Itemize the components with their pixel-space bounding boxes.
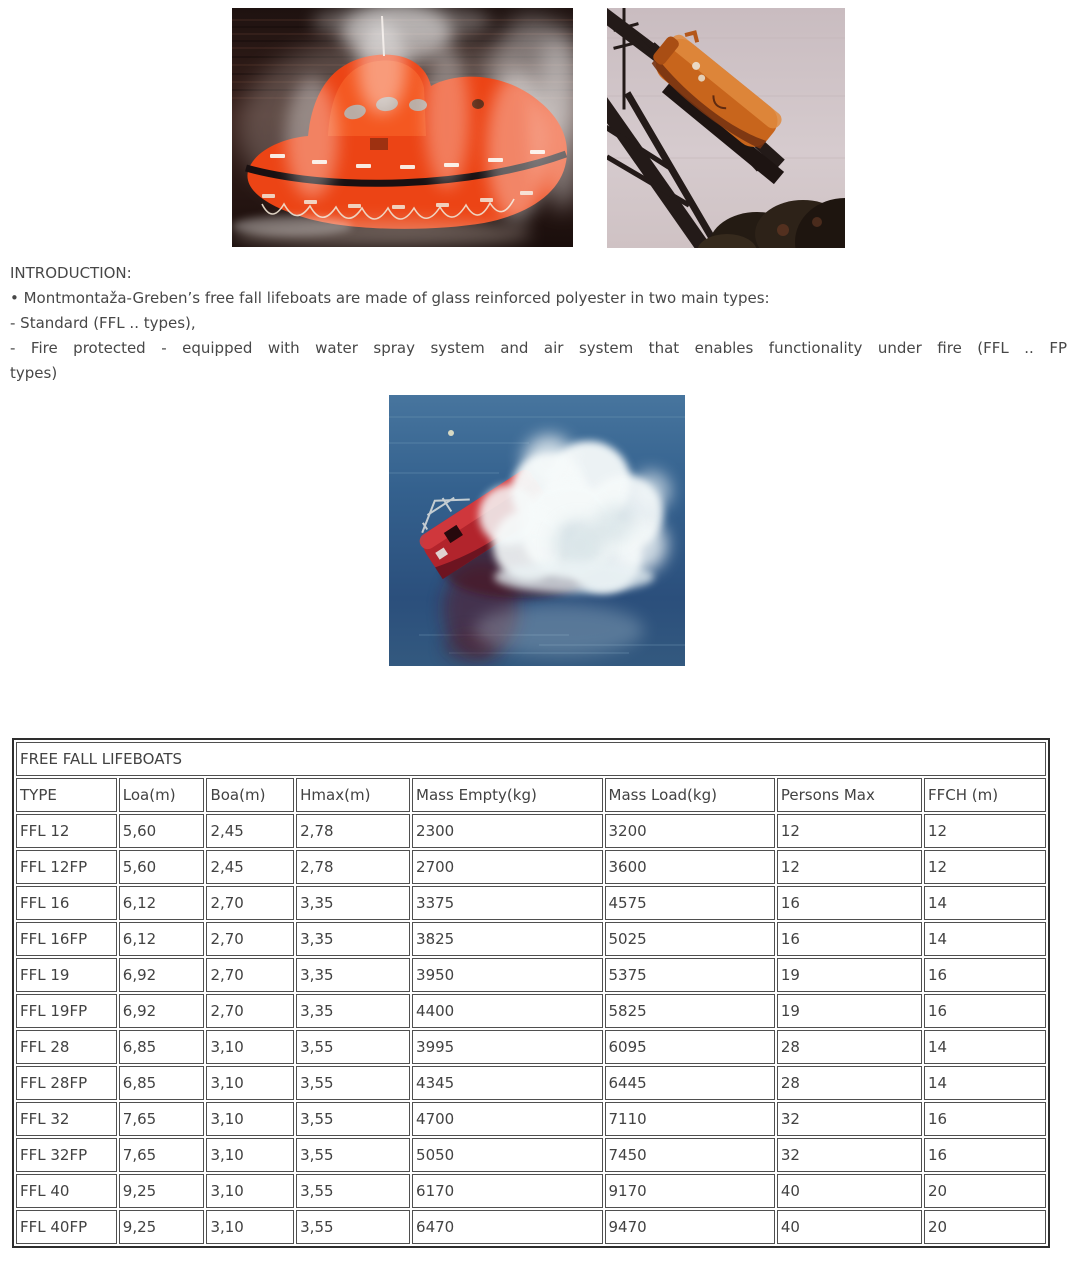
table-cell: 3,10 [206, 1066, 294, 1100]
column-header-hmax: Hmax(m) [296, 778, 410, 812]
column-header-mass-load: Mass Load(kg) [605, 778, 775, 812]
table-cell: FFL 28 [16, 1030, 117, 1064]
table-cell: 16 [924, 994, 1046, 1028]
table-header-row [16, 778, 1046, 812]
column-header-loa: Loa(m) [119, 778, 205, 812]
table-cell: 3,35 [296, 922, 410, 956]
table-cell: 28 [777, 1066, 922, 1100]
table-cell: FFL 40 [16, 1174, 117, 1208]
table-cell: 4700 [412, 1102, 602, 1136]
table-cell: 16 [924, 958, 1046, 992]
table-cell: FFL 12 [16, 814, 117, 848]
column-header-type: TYPE [16, 778, 117, 812]
table-cell: 12 [924, 850, 1046, 884]
table-cell: 2300 [412, 814, 602, 848]
table-cell: 3,55 [296, 1066, 410, 1100]
table-cell: 16 [777, 886, 922, 920]
table-cell: 14 [924, 922, 1046, 956]
table-row [16, 1102, 1046, 1136]
table-cell: 4575 [605, 886, 775, 920]
table-cell: 6,92 [119, 994, 205, 1028]
table-cell: 19 [777, 958, 922, 992]
introduction-heading: INTRODUCTION: [10, 264, 132, 282]
table-cell: 2,45 [206, 814, 294, 848]
table-cell: 40 [777, 1174, 922, 1208]
table-cell: 3,55 [296, 1138, 410, 1172]
table-cell: 3600 [605, 850, 775, 884]
table-cell: 19 [777, 994, 922, 1028]
table-cell: 6445 [605, 1066, 775, 1100]
table-cell: 2,70 [206, 958, 294, 992]
introduction-fire-line: - Fire protected - equipped with water spray system and air system that enables functionality under fire (FFL .. FP types) [10, 339, 1067, 382]
table-cell: FFL 28FP [16, 1066, 117, 1100]
table-cell: FFL 19FP [16, 994, 117, 1028]
table-cell: 12 [777, 850, 922, 884]
table-cell: 6,92 [119, 958, 205, 992]
table-cell: 7,65 [119, 1102, 205, 1136]
table-cell: 6,12 [119, 886, 205, 920]
table-cell: 3,55 [296, 1030, 410, 1064]
table-cell: 14 [924, 1030, 1046, 1064]
table-cell: 5375 [605, 958, 775, 992]
table-cell: FFL 12FP [16, 850, 117, 884]
table-cell: 3,55 [296, 1102, 410, 1136]
table-cell: 3,35 [296, 994, 410, 1028]
table-cell: 16 [924, 1102, 1046, 1136]
free-fall-lifeboats-table [12, 738, 1050, 1248]
table-cell: 3,10 [206, 1138, 294, 1172]
table-title: FREE FALL LIFEBOATS [16, 742, 1046, 776]
table-row [16, 1030, 1046, 1064]
table-cell: 3825 [412, 922, 602, 956]
table-cell: 16 [924, 1138, 1046, 1172]
table-cell: 4345 [412, 1066, 602, 1100]
table-cell: 32 [777, 1102, 922, 1136]
table-row [16, 850, 1046, 884]
table-cell: 3,35 [296, 958, 410, 992]
table-cell: 5,60 [119, 850, 205, 884]
table-cell: FFL 32 [16, 1102, 117, 1136]
introduction-standard-line: - Standard (FFL .. types), [10, 314, 196, 332]
table-cell: 9,25 [119, 1174, 205, 1208]
column-header-persons-max: Persons Max [777, 778, 922, 812]
introduction-bullet-line: • Montmontaža-Greben’s free fall lifeboats are made of glass reinforced polyester in two main types: [10, 289, 770, 307]
table-cell: FFL 40FP [16, 1210, 117, 1244]
table-cell: 5825 [605, 994, 775, 1028]
table-cell: 3,10 [206, 1174, 294, 1208]
table-cell: 2,70 [206, 994, 294, 1028]
table-row [16, 994, 1046, 1028]
table-cell: 6095 [605, 1030, 775, 1064]
table-cell: 20 [924, 1174, 1046, 1208]
lifeboat-spray-photo [232, 8, 573, 247]
table-cell: 7,65 [119, 1138, 205, 1172]
lifeboat-spray-illustration [232, 8, 573, 247]
table-row [16, 922, 1046, 956]
table-cell: 6,85 [119, 1066, 205, 1100]
table-cell: 7110 [605, 1102, 775, 1136]
table-cell: 6170 [412, 1174, 602, 1208]
table-cell: 5,60 [119, 814, 205, 848]
table-cell: 3,35 [296, 886, 410, 920]
table-cell: 2700 [412, 850, 602, 884]
table-row [16, 1210, 1046, 1244]
table-cell: 9,25 [119, 1210, 205, 1244]
table-row [16, 814, 1046, 848]
splash-reflection [474, 604, 644, 656]
lifeboat-splash-photo [389, 395, 685, 666]
table-cell: 6,85 [119, 1030, 205, 1064]
table-row [16, 958, 1046, 992]
table-cell: 3,10 [206, 1210, 294, 1244]
table-cell: FFL 16FP [16, 922, 117, 956]
table-cell: 4400 [412, 994, 602, 1028]
table-cell: FFL 32FP [16, 1138, 117, 1172]
column-header-mass-empty: Mass Empty(kg) [412, 778, 602, 812]
table-cell: 14 [924, 1066, 1046, 1100]
table-cell: FFL 16 [16, 886, 117, 920]
table-title-row [16, 742, 1046, 776]
table-cell: 3,10 [206, 1030, 294, 1064]
table-cell: 5025 [605, 922, 775, 956]
table-cell: 40 [777, 1210, 922, 1244]
table-cell: 16 [777, 922, 922, 956]
table-cell: 6,12 [119, 922, 205, 956]
table-cell: 3,55 [296, 1210, 410, 1244]
table-cell: 12 [924, 814, 1046, 848]
table-row [16, 1138, 1046, 1172]
table-cell: 9470 [605, 1210, 775, 1244]
table-cell: 28 [777, 1030, 922, 1064]
table-cell: 3200 [605, 814, 775, 848]
table-body [16, 742, 1046, 1244]
table-row [16, 1174, 1046, 1208]
introduction-section [10, 261, 1067, 386]
table-cell: 20 [924, 1210, 1046, 1244]
table-cell: 32 [777, 1138, 922, 1172]
table-cell: 3950 [412, 958, 602, 992]
column-header-boa: Boa(m) [206, 778, 294, 812]
table-row [16, 886, 1046, 920]
table-cell: 3,55 [296, 1174, 410, 1208]
lifeboat-ramp-photo [607, 8, 845, 248]
lifeboat-ramp-illustration [607, 8, 845, 248]
table-cell: 9170 [605, 1174, 775, 1208]
table-cell: 7450 [605, 1138, 775, 1172]
table-cell: 6470 [412, 1210, 602, 1244]
table-cell: 3995 [412, 1030, 602, 1064]
table-row [16, 1066, 1046, 1100]
table-cell: 2,70 [206, 886, 294, 920]
lifeboat-splash-illustration [389, 395, 685, 666]
table-cell: 5050 [412, 1138, 602, 1172]
table-cell: 3375 [412, 886, 602, 920]
table-cell: 2,45 [206, 850, 294, 884]
table-cell: 2,78 [296, 850, 410, 884]
table-cell: 12 [777, 814, 922, 848]
table-cell: FFL 19 [16, 958, 117, 992]
table-cell: 2,78 [296, 814, 410, 848]
table-cell: 14 [924, 886, 1046, 920]
table-cell: 3,10 [206, 1102, 294, 1136]
table-cell: 2,70 [206, 922, 294, 956]
column-header-ffch: FFCH (m) [924, 778, 1046, 812]
